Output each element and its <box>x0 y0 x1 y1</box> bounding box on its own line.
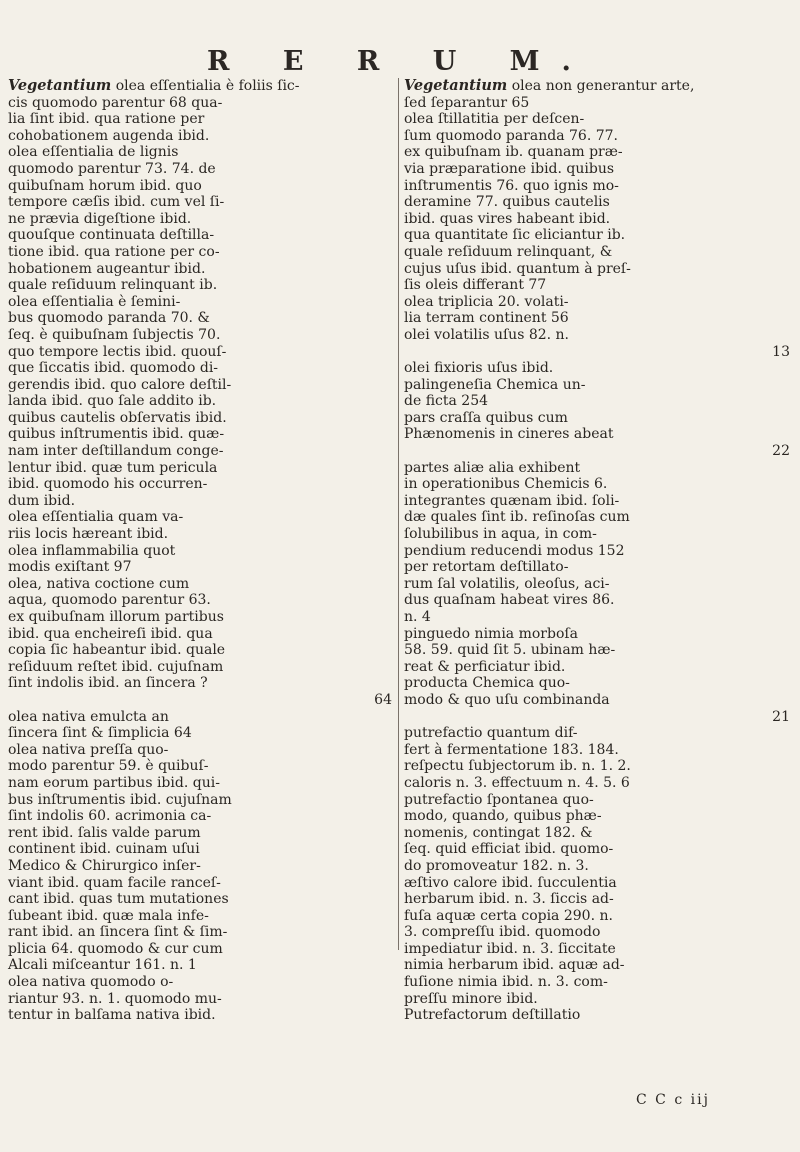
index-line <box>404 344 794 361</box>
index-line-text: ex quibuſnam ib. quanam præ- <box>404 144 623 161</box>
index-line <box>404 144 794 161</box>
index-line-text: bus quomodo paranda 70. & <box>8 310 210 327</box>
index-line-text: que ſiccatis ibid. quomodo di- <box>8 360 219 377</box>
index-line-text: ſed ſeparantur 65 <box>404 94 530 111</box>
index-line <box>404 526 794 543</box>
index-line <box>8 344 396 361</box>
index-line-text: hobationem augeantur ibid. <box>8 260 206 277</box>
index-line-text: riis locis hæreant ibid. <box>8 526 169 543</box>
index-line-text: fuſa aquæ certa copia 290. n. <box>404 907 613 924</box>
index-line <box>8 360 396 377</box>
index-line <box>8 509 396 526</box>
index-line <box>8 1007 396 1024</box>
index-line <box>8 825 396 842</box>
index-line-text: cohobationem augenda ibid. <box>8 127 210 144</box>
index-line <box>404 775 794 792</box>
index-line <box>8 908 396 925</box>
index-line <box>404 675 794 692</box>
index-line <box>404 742 794 759</box>
index-line <box>404 642 794 659</box>
index-line <box>404 161 794 178</box>
column-divider <box>398 78 399 950</box>
index-line <box>8 261 396 278</box>
index-line-text: landa ibid. quo ſale addito ib. <box>8 393 217 410</box>
index-line <box>404 974 794 991</box>
index-line-text: de ficta 254 <box>404 393 489 410</box>
index-line-text: rant ibid. an ſincera ſint & ſim- <box>8 924 228 941</box>
index-line-text: lia terram continent 56 <box>404 310 569 327</box>
index-line <box>404 709 794 726</box>
index-line-text: preſſu minore ibid. <box>404 990 538 1007</box>
index-line-text: per retortam deſtillato- <box>404 559 569 576</box>
index-line <box>404 758 794 775</box>
index-line <box>404 261 794 278</box>
index-line <box>8 692 396 709</box>
index-line <box>404 426 794 443</box>
index-line <box>404 476 794 493</box>
index-line <box>404 227 794 244</box>
index-line-text: palingeneſia Chemica un- <box>404 376 586 393</box>
index-line-text: quale reſiduum relinquant ib. <box>8 277 218 294</box>
index-line-text: olea eſſentialia de lignis <box>8 144 179 161</box>
index-column-right <box>404 78 794 1024</box>
index-line <box>8 277 396 294</box>
index-line-text: dæ quales ſint ib. reſinoſas cum <box>404 509 630 526</box>
index-line <box>8 227 396 244</box>
index-line-text: gerendis ibid. quo calore deſtil- <box>8 376 232 393</box>
index-line <box>8 95 396 112</box>
index-line-text: bus inſtrumentis ibid. cujuſnam <box>8 791 232 808</box>
entry-heading: Vegetantium <box>8 77 112 94</box>
index-line-text: pars craſſa quibus cum <box>404 409 568 426</box>
index-line <box>404 1007 794 1024</box>
index-line-text: viant ibid. quam facile ranceſ- <box>8 874 221 891</box>
index-line-text: Alcali miſceantur 161. n. 1 <box>8 957 197 974</box>
index-line <box>404 509 794 526</box>
running-head: R E R U M. <box>207 46 593 77</box>
index-line-text: tentur in balſama nativa ibid. <box>8 1007 216 1024</box>
index-line <box>404 841 794 858</box>
index-line <box>404 626 794 643</box>
index-line-text: ſincera ſint & ſimplicia 64 <box>8 725 192 742</box>
index-line <box>404 659 794 676</box>
index-line <box>8 476 396 493</box>
index-line-text: ſis oleis differant 77 <box>404 277 547 294</box>
index-line <box>8 111 396 128</box>
index-line-text: olea eſſentialia è foliis ſic- <box>115 78 300 94</box>
index-line <box>404 908 794 925</box>
index-line-text: impediatur ibid. n. 3. ſiccitate <box>404 940 616 957</box>
index-line-text: ex quibuſnam illorum partibus <box>8 609 224 625</box>
index-line <box>8 626 396 643</box>
index-line-text: ſeq. è quibuſnam ſubjectis 70. <box>8 326 221 343</box>
index-line <box>8 792 396 809</box>
index-line <box>404 393 794 410</box>
index-line <box>404 178 794 195</box>
index-line-text: deramine 77. quibus cautelis <box>404 194 610 211</box>
index-line <box>8 543 396 560</box>
index-line-text: olea non generantur arte, <box>511 78 695 94</box>
index-line <box>8 924 396 941</box>
index-line-text: riantur 93. n. 1. quomodo mu- <box>8 990 222 1007</box>
index-line <box>8 128 396 145</box>
index-line <box>404 460 794 477</box>
index-line-text: inſtrumentis 76. quo ignis mo- <box>404 177 619 194</box>
index-line <box>8 460 396 477</box>
index-line-text: via præparatione ibid. quibus <box>404 160 615 177</box>
index-column-left <box>8 78 396 1024</box>
index-line <box>8 443 396 460</box>
index-line <box>404 211 794 228</box>
index-line-text: olea triplicia 20. volati- <box>404 293 569 310</box>
index-line <box>8 78 396 95</box>
index-line <box>404 95 794 112</box>
index-line-text: modo parentur 59. è quibuſ- <box>8 758 209 775</box>
index-line <box>8 161 396 178</box>
index-line <box>8 194 396 211</box>
index-line <box>404 310 794 327</box>
index-line-text: ſubeant ibid. quæ mala infe- <box>8 907 209 924</box>
index-line <box>8 377 396 394</box>
index-line-text: ibid. quomodo his occurren- <box>8 476 208 493</box>
index-line <box>404 957 794 974</box>
index-line-text: olea eſſentialia è ſemini- <box>8 293 181 310</box>
index-line-text: nam inter deſtillandum conge- <box>8 443 224 460</box>
index-line-text: producta Chemica quo- <box>404 675 570 692</box>
index-line <box>404 128 794 145</box>
index-line-text: nimia herbarum ibid. aquæ ad- <box>404 957 625 974</box>
index-line-text: tempore cæſis ibid. cum vel ſi- <box>8 194 225 211</box>
index-line <box>8 526 396 543</box>
index-line <box>8 891 396 908</box>
index-line-text: integrantes quænam ibid. ſoli- <box>404 492 620 509</box>
index-line-text: n. 4 <box>404 609 431 625</box>
index-line <box>404 78 794 95</box>
index-line-text: nam eorum partibus ibid. qui- <box>8 774 220 791</box>
index-line-text: partes aliæ alia exhibent <box>404 459 581 476</box>
index-line <box>404 244 794 261</box>
index-line-text: olea, nativa coctione cum <box>8 575 190 592</box>
index-line-text: ſolubilibus in aqua, in com- <box>404 526 597 543</box>
index-line <box>8 725 396 742</box>
index-line-text: copia ſic habeantur ibid. quale <box>8 642 226 659</box>
index-line <box>8 841 396 858</box>
index-line-text: 22 <box>772 443 790 460</box>
index-line-text: olea nativa quomodo o- <box>8 974 174 991</box>
index-line-text: 3. compreſſu ibid. quomodo <box>404 924 601 941</box>
index-line-text: herbarum ibid. n. 3. ſiccis ad- <box>404 891 614 908</box>
index-line <box>404 991 794 1008</box>
index-line <box>404 327 794 344</box>
index-line-text: ſum quomodo paranda 76. 77. <box>404 127 618 144</box>
index-line-text: dus quaſnam habeat vires 86. <box>404 592 615 609</box>
index-line <box>8 144 396 161</box>
index-line <box>404 725 794 742</box>
index-line-text: in operationibus Chemicis 6. <box>404 476 608 493</box>
index-line-text: lia ſint ibid. qua ratione per <box>8 111 205 128</box>
index-line-text: tione ibid. qua ratione per co- <box>8 243 220 260</box>
index-line-text: pendium reducendi modus 152 <box>404 542 625 559</box>
index-line <box>404 543 794 560</box>
index-line-text: Putrefactorum deſtillatio <box>404 1007 581 1024</box>
index-line <box>404 858 794 875</box>
index-line-text: caloris n. 3. effectuum n. 4. 5. 6 <box>404 774 630 791</box>
index-line <box>8 974 396 991</box>
index-line-text: 21 <box>772 708 790 725</box>
index-line-text: 13 <box>772 343 790 360</box>
index-line-text: putrefactio quantum dif- <box>404 725 578 742</box>
index-line-text: cant ibid. quas tum mutationes <box>8 891 229 908</box>
index-line <box>404 891 794 908</box>
index-line-text: 64 <box>374 691 392 708</box>
index-line-text: plicia 64. quomodo & cur cum <box>8 940 223 957</box>
index-line <box>404 493 794 510</box>
index-line <box>8 393 396 410</box>
index-line-text: quo tempore lectis ibid. quouſ- <box>8 343 227 360</box>
index-line-text: quibus cautelis obſervatis ibid. <box>8 409 227 426</box>
index-line <box>8 178 396 195</box>
index-line <box>8 493 396 510</box>
index-line <box>8 592 396 609</box>
index-line <box>8 426 396 443</box>
index-line-text: olei volatilis uſus 82. n. <box>404 326 570 343</box>
index-line <box>8 875 396 892</box>
index-line-text: fert à fermentatione 183. 184. <box>404 741 619 758</box>
index-line <box>404 875 794 892</box>
index-line <box>404 377 794 394</box>
index-line-text: fuſione nimia ibid. n. 3. com- <box>404 974 608 991</box>
index-line-text: qua quantitate ſic eliciantur ib. <box>404 227 626 244</box>
index-line-text: æſtivo calore ibid. ſucculentia <box>404 874 617 891</box>
index-line <box>404 924 794 941</box>
index-line <box>8 808 396 825</box>
index-line <box>8 941 396 958</box>
index-line-text: reſiduum reſtet ibid. cujuſnam <box>8 658 224 675</box>
index-line-text: modis exiſtant 97 <box>8 559 132 576</box>
index-line <box>8 559 396 576</box>
index-line-text: olea inflammabilia quot <box>8 542 176 559</box>
index-line <box>8 858 396 875</box>
index-line-text: modo & quo uſu combinanda <box>404 691 610 708</box>
index-line-text: olea ſtillatitia per deſcen- <box>404 111 585 128</box>
index-line <box>8 742 396 759</box>
index-line <box>8 244 396 261</box>
index-line <box>8 609 396 626</box>
index-line-text: quale reſiduum relinquant, & <box>404 243 613 260</box>
index-line-text: cis quomodo parentur 68 qua- <box>8 94 223 111</box>
index-line <box>8 758 396 775</box>
index-line <box>404 609 794 626</box>
index-line <box>404 410 794 427</box>
index-line-text: modo, quando, quibus phæ- <box>404 808 602 825</box>
index-line <box>404 111 794 128</box>
index-line-text: do promoveatur 182. n. 3. <box>404 857 589 874</box>
index-line-text: continent ibid. cuinam uſui <box>8 841 200 858</box>
index-line-text: putrefactio ſpontanea quo- <box>404 791 594 808</box>
index-line <box>8 775 396 792</box>
index-line-text: ſeq. quid efficiat ibid. quomo- <box>404 841 614 858</box>
entry-heading: Vegetantium <box>404 77 508 94</box>
index-line <box>8 576 396 593</box>
index-line-text: dum ibid. <box>8 492 76 509</box>
index-line-text: ibid. quas vires habeant ibid. <box>404 210 611 227</box>
index-line <box>8 294 396 311</box>
index-line <box>404 808 794 825</box>
index-line-text: nomenis, contingat 182. & <box>404 824 593 841</box>
index-line <box>404 941 794 958</box>
index-line-text: ibid. qua encheireſi ibid. qua <box>8 625 213 642</box>
index-line-text: olei fixioris uſus ibid. <box>404 360 554 377</box>
index-line-text: quouſque continuata deſtilla- <box>8 227 215 244</box>
index-line <box>404 592 794 609</box>
index-line-text: quibus inſtrumentis ibid. quæ- <box>8 426 225 443</box>
index-line <box>404 194 794 211</box>
index-line-text: Phænomenis in cineres abeat <box>404 426 614 443</box>
index-line-text: olea nativa emulcta an <box>8 708 169 725</box>
index-line <box>8 709 396 726</box>
index-line <box>8 659 396 676</box>
index-line-text: rent ibid. ſalis valde parum <box>8 824 201 841</box>
index-line-text: olea eſſentialia quam va- <box>8 509 184 526</box>
index-line <box>404 576 794 593</box>
index-line-text: pinguedo nimia morboſa <box>404 625 578 642</box>
index-line-text: lentur ibid. quæ tum pericula <box>8 459 218 476</box>
index-line <box>8 991 396 1008</box>
index-line-text: ſint indolis 60. acrimonia ca- <box>8 808 212 825</box>
index-line-text: reſpectu ſubjectorum ib. n. 1. 2. <box>404 758 631 775</box>
index-line-text: aqua, quomodo parentur 63. <box>8 592 211 609</box>
index-line <box>404 692 794 709</box>
index-line <box>404 443 794 460</box>
index-line <box>8 675 396 692</box>
index-line <box>404 792 794 809</box>
index-line-text: ſint indolis ibid. an ſincera ? <box>8 675 208 692</box>
index-line-text: quibuſnam horum ibid. quo <box>8 177 202 194</box>
index-line <box>8 327 396 344</box>
index-line-text: olea nativa preſſa quo- <box>8 741 169 758</box>
index-line-text: reat & perficiatur ibid. <box>404 658 566 675</box>
index-line-text: quomodo parentur 73. 74. de <box>8 160 216 177</box>
index-line-text: Medico & Chirurgico inſer- <box>8 857 201 874</box>
index-line-text: ne prævia digeſtione ibid. <box>8 210 192 227</box>
index-line <box>404 825 794 842</box>
index-line <box>404 294 794 311</box>
index-line <box>404 559 794 576</box>
signature-mark: C C c iij <box>636 1092 710 1108</box>
index-line <box>8 410 396 427</box>
index-line <box>404 360 794 377</box>
index-line <box>8 642 396 659</box>
index-line <box>8 957 396 974</box>
index-line-text: 58. 59. quid ſit 5. ubinam hæ- <box>404 642 616 659</box>
index-line-text: cujus uſus ibid. quantum à preſ- <box>404 260 631 277</box>
index-line-text: rum ſal volatilis, oleoſus, aci- <box>404 575 610 592</box>
index-line <box>8 310 396 327</box>
index-line <box>404 277 794 294</box>
index-line <box>8 211 396 228</box>
